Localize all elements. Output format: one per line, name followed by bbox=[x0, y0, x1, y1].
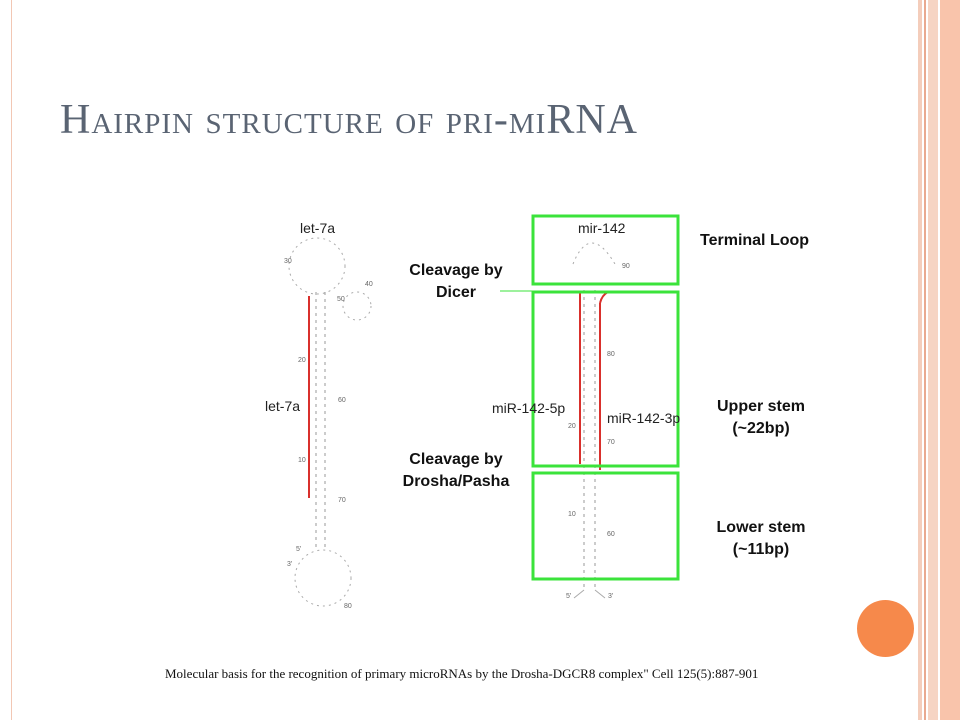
drosha-label-line1: Cleavage by bbox=[409, 451, 503, 468]
lower-stem-label bbox=[704, 517, 818, 561]
terminal-loop-label: Terminal Loop bbox=[700, 232, 810, 249]
slide-title: Hairpin structure of pri-miRNA bbox=[60, 97, 638, 143]
nt-marker: 90 bbox=[622, 263, 630, 270]
nt-marker: 10 bbox=[298, 457, 306, 464]
let7a-basal-loop bbox=[295, 550, 351, 606]
mir142-3p-label: miR-142-3p bbox=[607, 410, 681, 426]
let7a-hairpin-label: let-7a bbox=[300, 220, 336, 236]
mir142-hairpin-label: mir-142 bbox=[578, 220, 626, 236]
dicer-cleavage-label bbox=[396, 260, 516, 304]
nt-marker: 60 bbox=[607, 531, 615, 538]
lower-stem-box bbox=[533, 473, 678, 579]
nt-marker: 40 bbox=[365, 281, 373, 288]
nt-marker: 80 bbox=[607, 351, 615, 358]
mir142-ends bbox=[574, 590, 605, 598]
citation: Molecular basis for the recognition of primary microRNAs by the Drosha-DGCR8 complex" Cell 125(5):887-901 bbox=[165, 666, 759, 681]
nt-marker: 70 bbox=[338, 497, 346, 504]
let7a-side-loop bbox=[343, 292, 371, 320]
mir142-5p-label: miR-142-5p bbox=[492, 400, 566, 416]
mir142-terminal-loop bbox=[573, 243, 615, 264]
nt-marker: 60 bbox=[338, 397, 346, 404]
nt-marker: 30 bbox=[284, 258, 292, 265]
nt-marker: 70 bbox=[607, 439, 615, 446]
drosha-cleavage-label bbox=[390, 449, 522, 493]
upper-stem-box bbox=[533, 292, 681, 466]
nt-marker: 5' bbox=[566, 593, 572, 600]
nt-marker: 50 bbox=[337, 296, 345, 303]
upper-stem-line1: Upper stem bbox=[716, 398, 806, 415]
dicer-label-line2: Dicer bbox=[435, 284, 477, 301]
nt-marker: 80 bbox=[344, 603, 352, 610]
let7a-strand-label: let-7a bbox=[265, 398, 301, 414]
nt-marker: 3' bbox=[287, 561, 293, 568]
nt-marker: 5' bbox=[296, 546, 302, 553]
mir142-3p-strand-hook bbox=[600, 292, 608, 303]
nt-marker: 20 bbox=[298, 357, 306, 364]
lower-stem-line1: Lower stem bbox=[716, 519, 806, 536]
decorative-circle bbox=[857, 600, 914, 657]
upper-stem-label bbox=[704, 396, 818, 440]
drosha-label-line2: Drosha/Pasha bbox=[402, 473, 510, 490]
nt-marker: 3' bbox=[608, 593, 614, 600]
lower-stem-line2: (~11bp) bbox=[732, 541, 790, 558]
upper-stem-line2: (~22bp) bbox=[732, 420, 790, 437]
dicer-label-line1: Cleavage by bbox=[409, 262, 503, 279]
let7a-hairpin bbox=[289, 238, 371, 606]
let7a-terminal-loop bbox=[289, 238, 345, 294]
nt-marker: 10 bbox=[568, 511, 576, 518]
nt-marker: 20 bbox=[568, 423, 576, 430]
